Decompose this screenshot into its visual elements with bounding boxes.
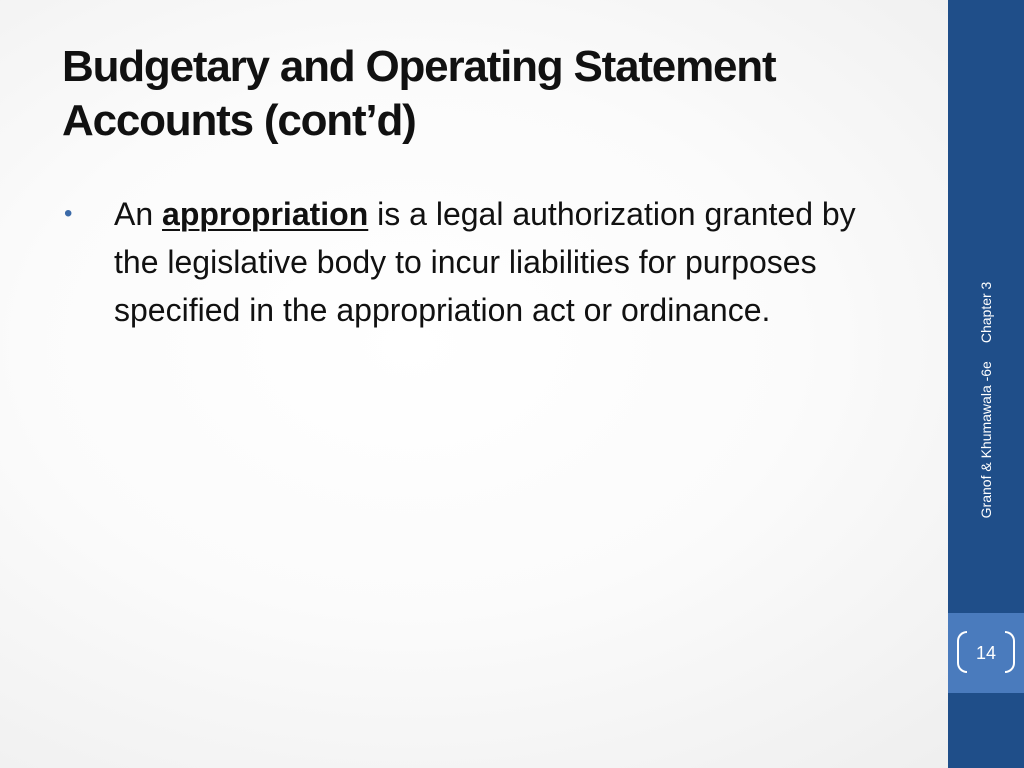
slide-title-line-2: Accounts (cont’d)	[62, 96, 416, 145]
slide-title	[62, 40, 922, 148]
bullet-text-rest: is a legal authorization granted by the legislative body to incur liabilities for purposes specified in the appropriation act or ordinance.	[114, 196, 856, 328]
right-brace-icon	[1005, 631, 1015, 673]
sidebar-chapter: Chapter 3	[978, 281, 994, 344]
slide-title-line-1: Budgetary and Operating Statement	[62, 42, 776, 91]
sidebar-source: Granof & Khumawala -6e	[978, 361, 994, 519]
page-number-box	[957, 629, 1015, 677]
left-brace-icon	[957, 631, 967, 673]
bullet-term: appropriation	[162, 196, 369, 232]
page-number: 14	[975, 642, 997, 663]
bullet-dot-icon: •	[64, 200, 73, 227]
bullet-text-prefix: An	[114, 196, 163, 232]
bullet-item	[62, 190, 902, 334]
sidebar-caption	[978, 282, 994, 519]
slide-body	[62, 190, 902, 334]
